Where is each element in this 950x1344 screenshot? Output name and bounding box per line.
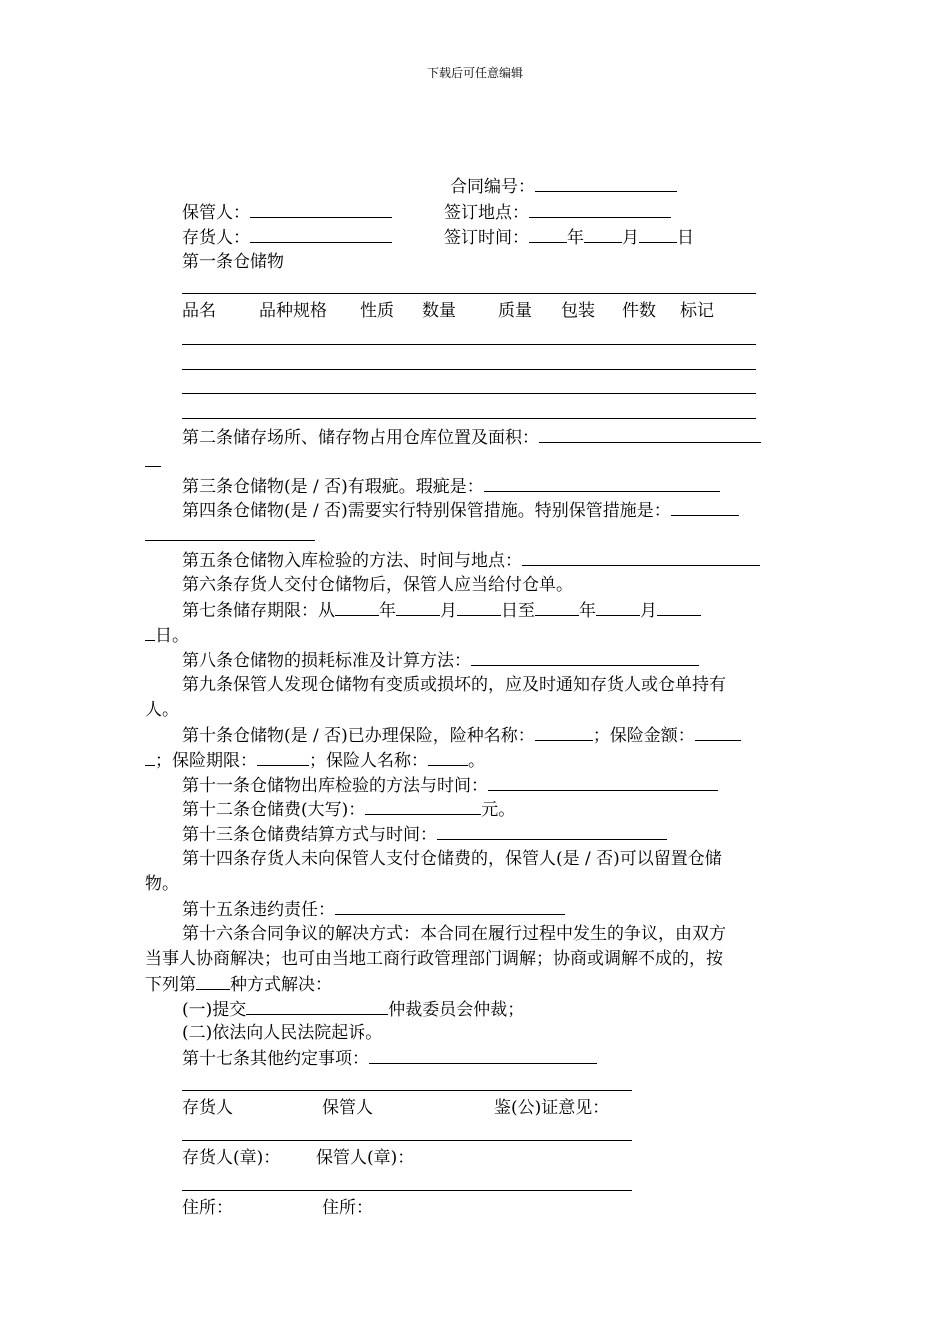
sign-keeper-label: 保管人: [322, 1098, 373, 1118]
depositor-label: 存货人：: [182, 228, 250, 248]
contract-number-row: [450, 176, 677, 197]
article-11-blank[interactable]: [488, 775, 718, 791]
article-13-blank[interactable]: [437, 824, 667, 840]
keeper-seal-label: 保管人(章)：: [316, 1148, 415, 1168]
storage-fee-blank[interactable]: [365, 799, 481, 815]
keeper-address-label: 住所：: [322, 1198, 373, 1218]
article-16-option-prefix: 下列第: [145, 975, 196, 995]
article-2-blank[interactable]: [539, 427, 761, 443]
article-8: [182, 650, 699, 671]
period-end-year-label: 年: [579, 601, 596, 621]
article-1-title: 第一条仓储物: [182, 252, 284, 272]
sign-place-row: [444, 202, 671, 223]
depositor-address-label: 住所：: [182, 1198, 233, 1218]
article-10-insurer-label: ；保险人名称：: [309, 751, 428, 771]
table-col-quantity: 数量: [422, 301, 456, 321]
sign-place-label: 签订地点：: [444, 203, 529, 223]
article-4: [182, 500, 739, 521]
table-col-spec: 品种规格: [259, 301, 327, 321]
table-col-mark: 标记: [680, 301, 714, 321]
table-row-rule[interactable]: [182, 418, 756, 419]
article-3-text: 第三条仓储物(是 / 否)有瑕疵。瑕疵是：: [182, 477, 484, 497]
sign-time-label: 签订时间：: [444, 228, 529, 248]
article-2-text: 第二条储存场所、储存物占用仓库位置及面积：: [182, 428, 539, 448]
option-1-suffix: 仲裁委员会仲裁；: [388, 1000, 525, 1020]
article-12-prefix: 第十二条仓储费(大写)：: [182, 800, 366, 820]
sign-notary-label: 鉴(公)证意见：: [494, 1098, 610, 1118]
sign-month-label: 月: [622, 228, 639, 248]
insurance-period-blank[interactable]: [257, 750, 309, 766]
keeper-row: [182, 202, 392, 223]
depositor-row: [182, 227, 392, 248]
article-17-blank-cont[interactable]: [182, 1090, 632, 1091]
period-end-day-blank-cont[interactable]: [145, 625, 155, 641]
article-7: [182, 600, 701, 621]
article-2: [182, 427, 761, 448]
table-col-name: 品名: [182, 301, 216, 321]
article-10-period-label: ；保险期限：: [155, 751, 257, 771]
article-15-blank[interactable]: [335, 899, 565, 915]
article-13-text: 第十三条仓储费结算方式与时间：: [182, 825, 437, 845]
period-start-day-label: 日至: [501, 601, 535, 621]
article-4-blank[interactable]: [671, 500, 739, 516]
article-5-text: 第五条仓储物入库检验的方法、时间与地点：: [182, 551, 522, 571]
article-8-text: 第八条仓储物的损耗标准及计算方法：: [182, 651, 471, 671]
period-start-day-blank[interactable]: [457, 600, 501, 616]
table-col-pieces: 件数: [622, 301, 656, 321]
article-16-option-suffix: 种方式解决：: [230, 975, 332, 995]
sign-year-label: 年: [567, 228, 584, 248]
article-7-prefix: 第七条储存期限：从: [182, 601, 335, 621]
article-11-text: 第十一条仓储物出库检验的方法与时间：: [182, 776, 488, 796]
article-10-line-1: [182, 725, 741, 746]
article-9-line-1: 第九条保管人发现仓储物有变质或损坏的，应及时通知存货人或仓单持有: [182, 675, 726, 695]
sign-day-label: 日: [677, 228, 694, 248]
insurance-amount-blank[interactable]: [695, 725, 741, 741]
depositor-seal-label: 存货人(章)：: [182, 1148, 281, 1168]
article-17: [182, 1048, 597, 1069]
article-17-text: 第十七条其他约定事项：: [182, 1049, 369, 1069]
article-6: 第六条存货人交付仓储物后，保管人应当给付仓单。: [182, 575, 573, 595]
article-16-option-2: (二)依法向人民法院起诉。: [182, 1023, 383, 1043]
article-14-line-1: 第十四条存货人未向保管人支付仓储费的，保管人(是 / 否)可以留置仓储: [182, 849, 722, 869]
dispute-option-blank[interactable]: [196, 974, 230, 990]
article-15: [182, 899, 565, 920]
article-10-end: 。: [468, 751, 485, 771]
sign-year-blank[interactable]: [529, 227, 567, 243]
period-start-year-label: 年: [379, 601, 396, 621]
article-2-blank-cont[interactable]: [145, 466, 161, 467]
period-end-day-blank[interactable]: [657, 600, 701, 616]
table-top-rule: [182, 293, 756, 294]
table-row-rule[interactable]: [182, 393, 756, 394]
article-12-suffix: 元。: [481, 800, 516, 820]
article-10-amount-label: ；保险金额：: [592, 726, 695, 746]
keeper-label: 保管人：: [182, 203, 250, 223]
article-12: [182, 799, 515, 820]
article-16-line-1: 第十六条合同争议的解决方式：本合同在履行过程中发生的争议，由双方: [182, 924, 726, 944]
article-10-line-2: [145, 750, 485, 771]
article-4-blank-cont[interactable]: [145, 540, 315, 541]
contract-number-label: 合同编号：: [450, 177, 535, 197]
period-start-month-label: 月: [440, 601, 457, 621]
article-14-line-2: 物。: [145, 874, 179, 894]
table-col-quality: 质量: [498, 301, 532, 321]
article-8-blank[interactable]: [471, 650, 699, 666]
article-16-option-1: [182, 999, 524, 1020]
article-11: [182, 775, 718, 796]
sign-day-blank[interactable]: [639, 227, 677, 243]
article-9-line-2: 人。: [145, 700, 179, 720]
sign-month-blank[interactable]: [584, 227, 622, 243]
depositor-blank[interactable]: [250, 227, 392, 243]
period-start-year-blank[interactable]: [335, 600, 379, 616]
insurer-name-blank[interactable]: [428, 750, 468, 766]
article-5-blank[interactable]: [522, 550, 760, 566]
insurance-type-blank[interactable]: [535, 725, 593, 741]
article-15-text: 第十五条违约责任：: [182, 900, 335, 920]
sign-time-row: [444, 227, 694, 248]
option-1-prefix: (一)提交: [182, 1000, 247, 1020]
period-end-month-label: 月: [640, 601, 657, 621]
article-3: [182, 476, 720, 497]
contract-number-blank[interactable]: [535, 176, 677, 192]
article-13: [182, 824, 667, 845]
sign-depositor-label: 存货人: [182, 1098, 233, 1118]
period-end-month-blank[interactable]: [596, 600, 640, 616]
table-col-nature: 性质: [360, 301, 394, 321]
table-row-rule[interactable]: [182, 344, 756, 345]
article-10-insurance-type-label: 第十条仓储物(是 / 否)已办理保险，险种名称：: [182, 726, 535, 746]
arbitration-commission-blank[interactable]: [246, 999, 388, 1015]
sign-rule-1: [182, 1140, 632, 1141]
article-7-end: 日。: [155, 626, 189, 646]
sign-place-blank[interactable]: [529, 202, 671, 218]
keeper-blank[interactable]: [250, 202, 392, 218]
article-17-blank[interactable]: [369, 1048, 597, 1064]
period-start-month-blank[interactable]: [396, 600, 440, 616]
article-16-line-2: 当事人协商解决；也可由当地工商行政管理部门调解；协商或调解不成的，按: [145, 949, 723, 969]
table-col-package: 包装: [561, 301, 595, 321]
article-7-cont: [145, 625, 189, 646]
insurance-amount-blank-cont[interactable]: [145, 750, 155, 766]
table-row-rule[interactable]: [182, 369, 756, 370]
header-note: 下载后可任意编辑: [426, 66, 523, 80]
article-5: [182, 550, 760, 571]
article-16-line-3: [145, 974, 332, 995]
sign-rule-2: [182, 1190, 632, 1191]
article-3-blank[interactable]: [484, 476, 720, 492]
period-end-year-blank[interactable]: [535, 600, 579, 616]
article-4-text: 第四条仓储物(是 / 否)需要实行特别保管措施。特别保管措施是：: [182, 501, 671, 521]
